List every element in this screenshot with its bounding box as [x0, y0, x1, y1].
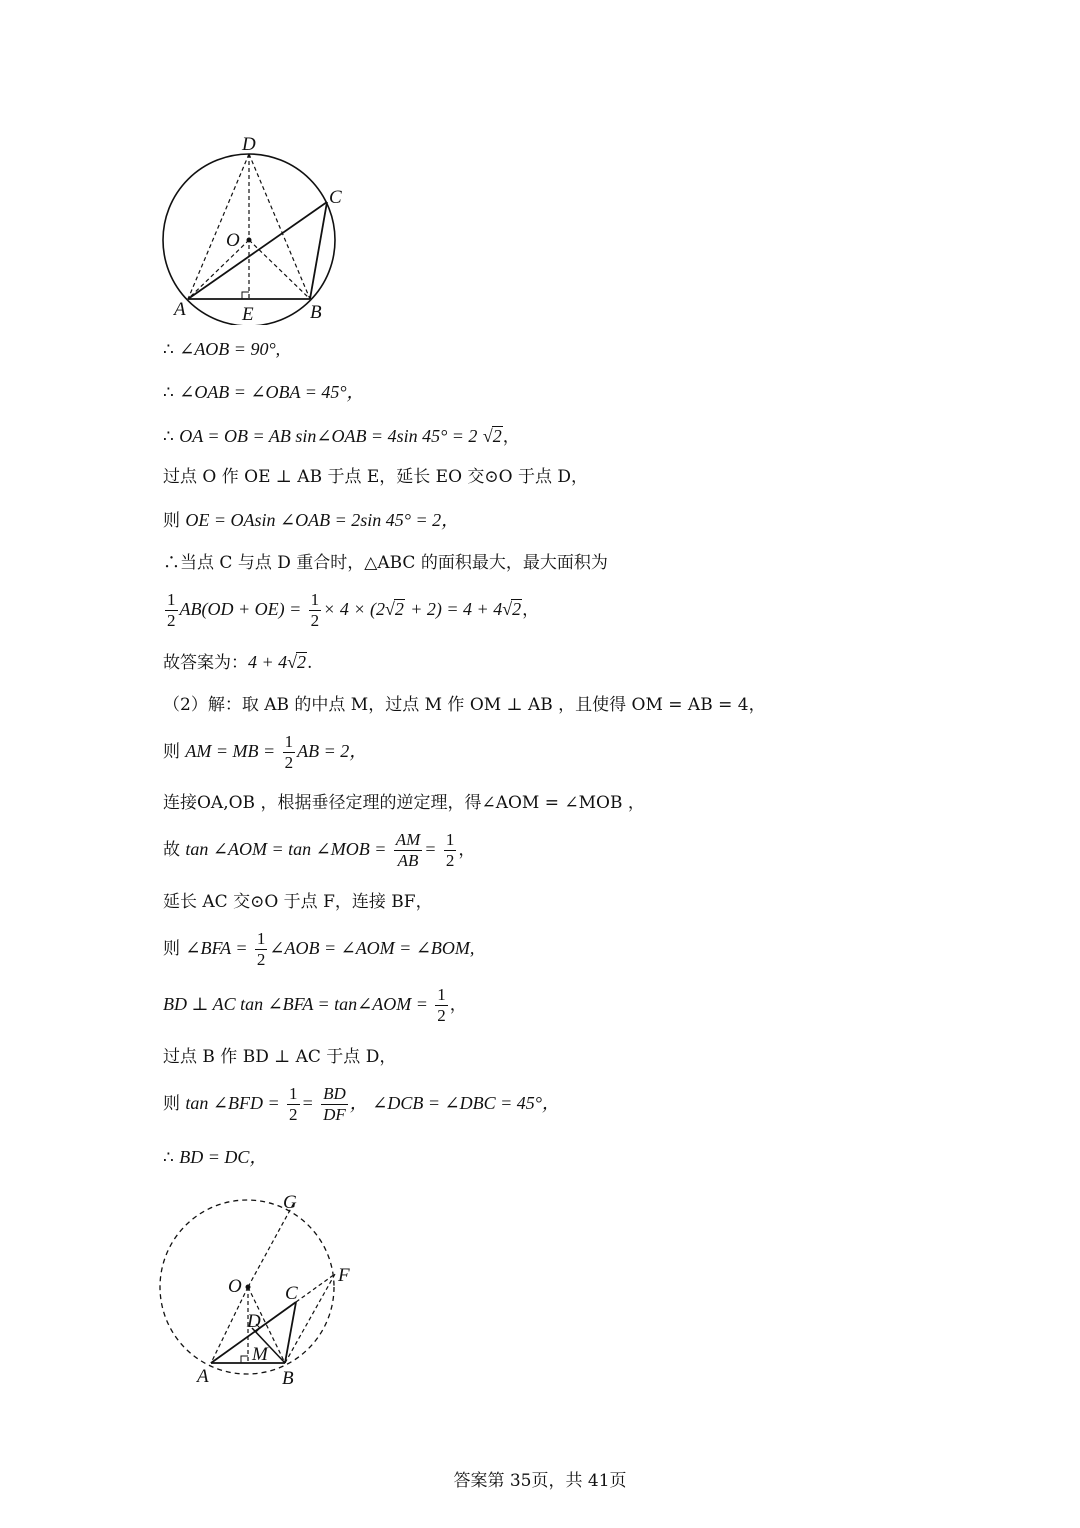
fraction: $\frac{BD}{DF}$	[323, 1084, 346, 1124]
segment-cf	[296, 1274, 335, 1302]
figure-circle-triangle-1	[160, 130, 360, 325]
line-17: 则 tan ∠BFD = $\frac{1}{2}$ = $\frac{BD}{DF}$ ， ∠DCB = ∠DBC = 45°，	[163, 1084, 560, 1124]
line-10: 则 AM = MB = $\frac{1}{2}$ AB = 2，	[163, 732, 368, 772]
figure-circle-triangle-2	[155, 1188, 365, 1393]
label-c: C	[329, 187, 342, 208]
fraction: $\frac{1}{2}$	[167, 590, 176, 630]
fraction: $\frac{1}{2}$	[310, 590, 320, 630]
line-1: ∴ ∠AOB = 90°,	[163, 339, 281, 360]
label-a: A	[174, 299, 186, 320]
label-d: D	[242, 134, 256, 155]
segment-ac	[188, 202, 327, 299]
line-2: ∴ ∠OAB = ∠OBA = 45°，	[163, 382, 365, 403]
segment-db	[249, 154, 310, 299]
fraction: $\frac{1}{2}$	[445, 830, 455, 870]
line-7: $\frac{1}{2}$ AB(OD + OE) = $\frac{1}{2}$ × 4 × (2√2 + 2) = 4 + 4√2，	[167, 590, 540, 630]
line-8: 故答案为：4 + 4√2.	[163, 652, 313, 673]
fraction: $\frac{1}{2}$	[256, 929, 266, 969]
line-5: 则 OE = OAsin ∠OAB = 2sin 45° = 2，	[163, 510, 460, 531]
line-11: 连接OA,OB ，根据垂径定理的逆定理，得∠AOM = ∠MOB ，	[163, 793, 645, 813]
fraction: $\frac{AM}{AB}$	[395, 830, 421, 870]
label-e: E	[242, 304, 254, 325]
segment-oa	[188, 240, 249, 299]
label-m: M	[252, 1344, 268, 1365]
fraction: $\frac{1}{2}$	[289, 1084, 298, 1124]
fraction: $\frac{1}{2}$	[437, 985, 446, 1025]
line-15: BD ⊥ AC tan ∠BFA = tan∠AOM = $\frac{1}{2}$ ，	[163, 985, 467, 1025]
label-d: D	[247, 1311, 261, 1332]
line-14: 则 ∠BFA = $\frac{1}{2}$ ∠AOB = ∠AOM = ∠BOM,	[163, 929, 475, 969]
line-13: 延长 AC 交⊙O 于点 F，连接 BF，	[163, 892, 433, 912]
center-dot	[246, 1285, 251, 1290]
center-dot	[247, 238, 252, 243]
line-4: 过点 O 作 OE ⊥ AB 于点 E，延长 EO 交⊙O 于点 D，	[163, 467, 589, 487]
segment-bc	[310, 202, 327, 299]
right-angle-mark	[242, 292, 249, 299]
right-angle-mark-m	[241, 1356, 248, 1363]
label-b: B	[282, 1368, 294, 1389]
segment-og	[248, 1201, 295, 1287]
label-b: B	[310, 302, 322, 323]
line-6: ∴当点 C 与点 D 重合时，△ABC 的面积最大，最大面积为	[163, 553, 608, 573]
label-o: O	[226, 230, 240, 251]
line-9: （2）解：取 AB 的中点 M，过点 M 作 OM ⊥ AB ，且使得 OM = AB = 4，	[163, 695, 766, 715]
label-f: F	[338, 1265, 350, 1286]
label-a: A	[197, 1366, 209, 1387]
line-3: ∴ OA = OB = AB sin∠OAB = 4sin 45° = 2 √2，	[163, 426, 520, 447]
label-g: G	[283, 1192, 297, 1213]
line-18: ∴ BD = DC，	[163, 1147, 268, 1168]
segment-oa	[211, 1287, 248, 1363]
label-o: O	[228, 1276, 242, 1297]
label-c: C	[285, 1283, 298, 1304]
segment-ob	[249, 240, 310, 299]
line-12: 故 tan ∠AOM = tan ∠MOB = $\frac{AM}{AB}$ = $\frac{1}{2}$ ，	[163, 830, 476, 870]
fraction: $\frac{1}{2}$	[284, 732, 294, 772]
line-16: 过点 B 作 BD ⊥ AC 于点 D，	[163, 1047, 397, 1067]
page-footer: 答案第 35页，共 41页	[453, 1471, 627, 1491]
